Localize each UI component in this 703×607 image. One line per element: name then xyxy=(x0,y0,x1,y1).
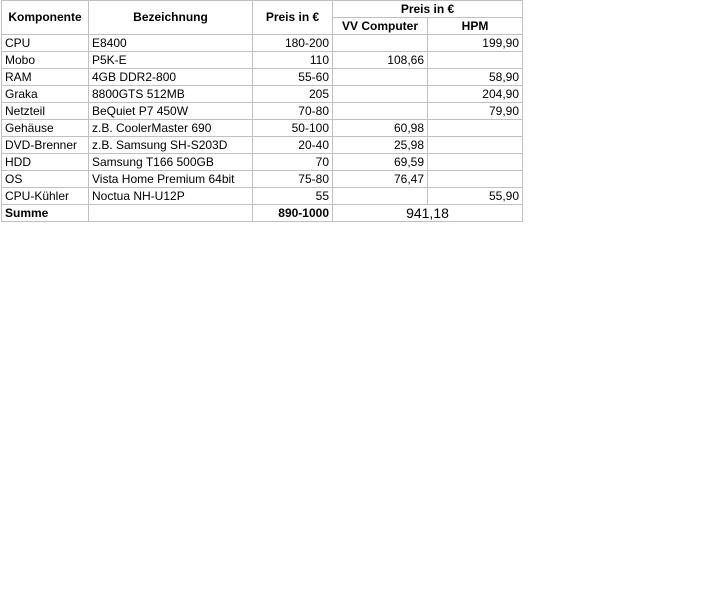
cell-bezeichnung[interactable]: z.B. Samsung SH-S203D xyxy=(89,137,253,154)
cell-hpm[interactable] xyxy=(428,154,523,171)
cell-vv[interactable]: 25,98 xyxy=(333,137,428,154)
cell-vv[interactable] xyxy=(333,103,428,120)
table-row xyxy=(2,120,523,137)
cell-komponente[interactable]: HDD xyxy=(2,154,89,171)
summe-empty-cell[interactable] xyxy=(89,205,253,222)
cell-bezeichnung[interactable]: Noctua NH-U12P xyxy=(89,188,253,205)
cell-vv[interactable] xyxy=(333,188,428,205)
cell-hpm[interactable]: 204,90 xyxy=(428,86,523,103)
cell-bezeichnung[interactable]: P5K-E xyxy=(89,52,253,69)
cell-bezeichnung[interactable]: z.B. CoolerMaster 690 xyxy=(89,120,253,137)
cell-vv[interactable] xyxy=(333,69,428,86)
cell-vv[interactable]: 76,47 xyxy=(333,171,428,188)
table-row xyxy=(2,171,523,188)
cell-bezeichnung[interactable]: 8800GTS 512MB xyxy=(89,86,253,103)
table-row xyxy=(2,35,523,52)
table-row xyxy=(2,188,523,205)
cell-preis[interactable]: 205 xyxy=(253,86,333,103)
cell-komponente[interactable]: Mobo xyxy=(2,52,89,69)
header-preis-group[interactable]: Preis in € xyxy=(333,1,523,18)
cell-hpm[interactable] xyxy=(428,137,523,154)
cell-komponente[interactable]: CPU-Kühler xyxy=(2,188,89,205)
table-row xyxy=(2,86,523,103)
table-row xyxy=(2,52,523,69)
summe-preis[interactable]: 890-1000 xyxy=(253,205,333,222)
cell-preis[interactable]: 75-80 xyxy=(253,171,333,188)
cell-hpm[interactable] xyxy=(428,52,523,69)
cell-komponente[interactable]: Netzteil xyxy=(2,103,89,120)
table-row xyxy=(2,154,523,171)
cell-komponente[interactable]: DVD-Brenner xyxy=(2,137,89,154)
header-hpm[interactable]: HPM xyxy=(428,18,523,35)
summe-total[interactable]: 941,18 xyxy=(333,205,523,222)
cell-bezeichnung[interactable]: Vista Home Premium 64bit xyxy=(89,171,253,188)
cell-vv[interactable] xyxy=(333,35,428,52)
cell-komponente[interactable]: CPU xyxy=(2,35,89,52)
header-preis[interactable]: Preis in € xyxy=(253,1,333,35)
cell-preis[interactable]: 70 xyxy=(253,154,333,171)
cell-hpm[interactable]: 79,90 xyxy=(428,103,523,120)
cell-bezeichnung[interactable]: Samsung T166 500GB xyxy=(89,154,253,171)
cell-komponente[interactable]: Graka xyxy=(2,86,89,103)
cell-komponente[interactable]: Gehäuse xyxy=(2,120,89,137)
cell-hpm[interactable]: 58,90 xyxy=(428,69,523,86)
cell-vv[interactable]: 108,66 xyxy=(333,52,428,69)
cell-komponente[interactable]: RAM xyxy=(2,69,89,86)
cell-preis[interactable]: 55-60 xyxy=(253,69,333,86)
cell-hpm[interactable]: 55,90 xyxy=(428,188,523,205)
cell-hpm[interactable]: 199,90 xyxy=(428,35,523,52)
header-komponente[interactable]: Komponente xyxy=(2,1,89,35)
cell-vv[interactable] xyxy=(333,86,428,103)
cell-hpm[interactable] xyxy=(428,171,523,188)
cell-preis[interactable]: 180-200 xyxy=(253,35,333,52)
cell-bezeichnung[interactable]: E8400 xyxy=(89,35,253,52)
header-vv-computer[interactable]: VV Computer xyxy=(333,18,428,35)
cell-preis[interactable]: 20-40 xyxy=(253,137,333,154)
table-row xyxy=(2,103,523,120)
header-bezeichnung[interactable]: Bezeichnung xyxy=(89,1,253,35)
price-table xyxy=(1,0,523,222)
cell-bezeichnung[interactable]: 4GB DDR2-800 xyxy=(89,69,253,86)
cell-preis[interactable]: 110 xyxy=(253,52,333,69)
cell-vv[interactable]: 69,59 xyxy=(333,154,428,171)
cell-hpm[interactable] xyxy=(428,120,523,137)
summe-label[interactable]: Summe xyxy=(2,205,89,222)
summe-row xyxy=(2,205,523,222)
cell-preis[interactable]: 55 xyxy=(253,188,333,205)
cell-preis[interactable]: 50-100 xyxy=(253,120,333,137)
header-row-1 xyxy=(2,1,523,18)
cell-vv[interactable]: 60,98 xyxy=(333,120,428,137)
table-row xyxy=(2,69,523,86)
table-row xyxy=(2,137,523,154)
cell-komponente[interactable]: OS xyxy=(2,171,89,188)
cell-bezeichnung[interactable]: BeQuiet P7 450W xyxy=(89,103,253,120)
cell-preis[interactable]: 70-80 xyxy=(253,103,333,120)
